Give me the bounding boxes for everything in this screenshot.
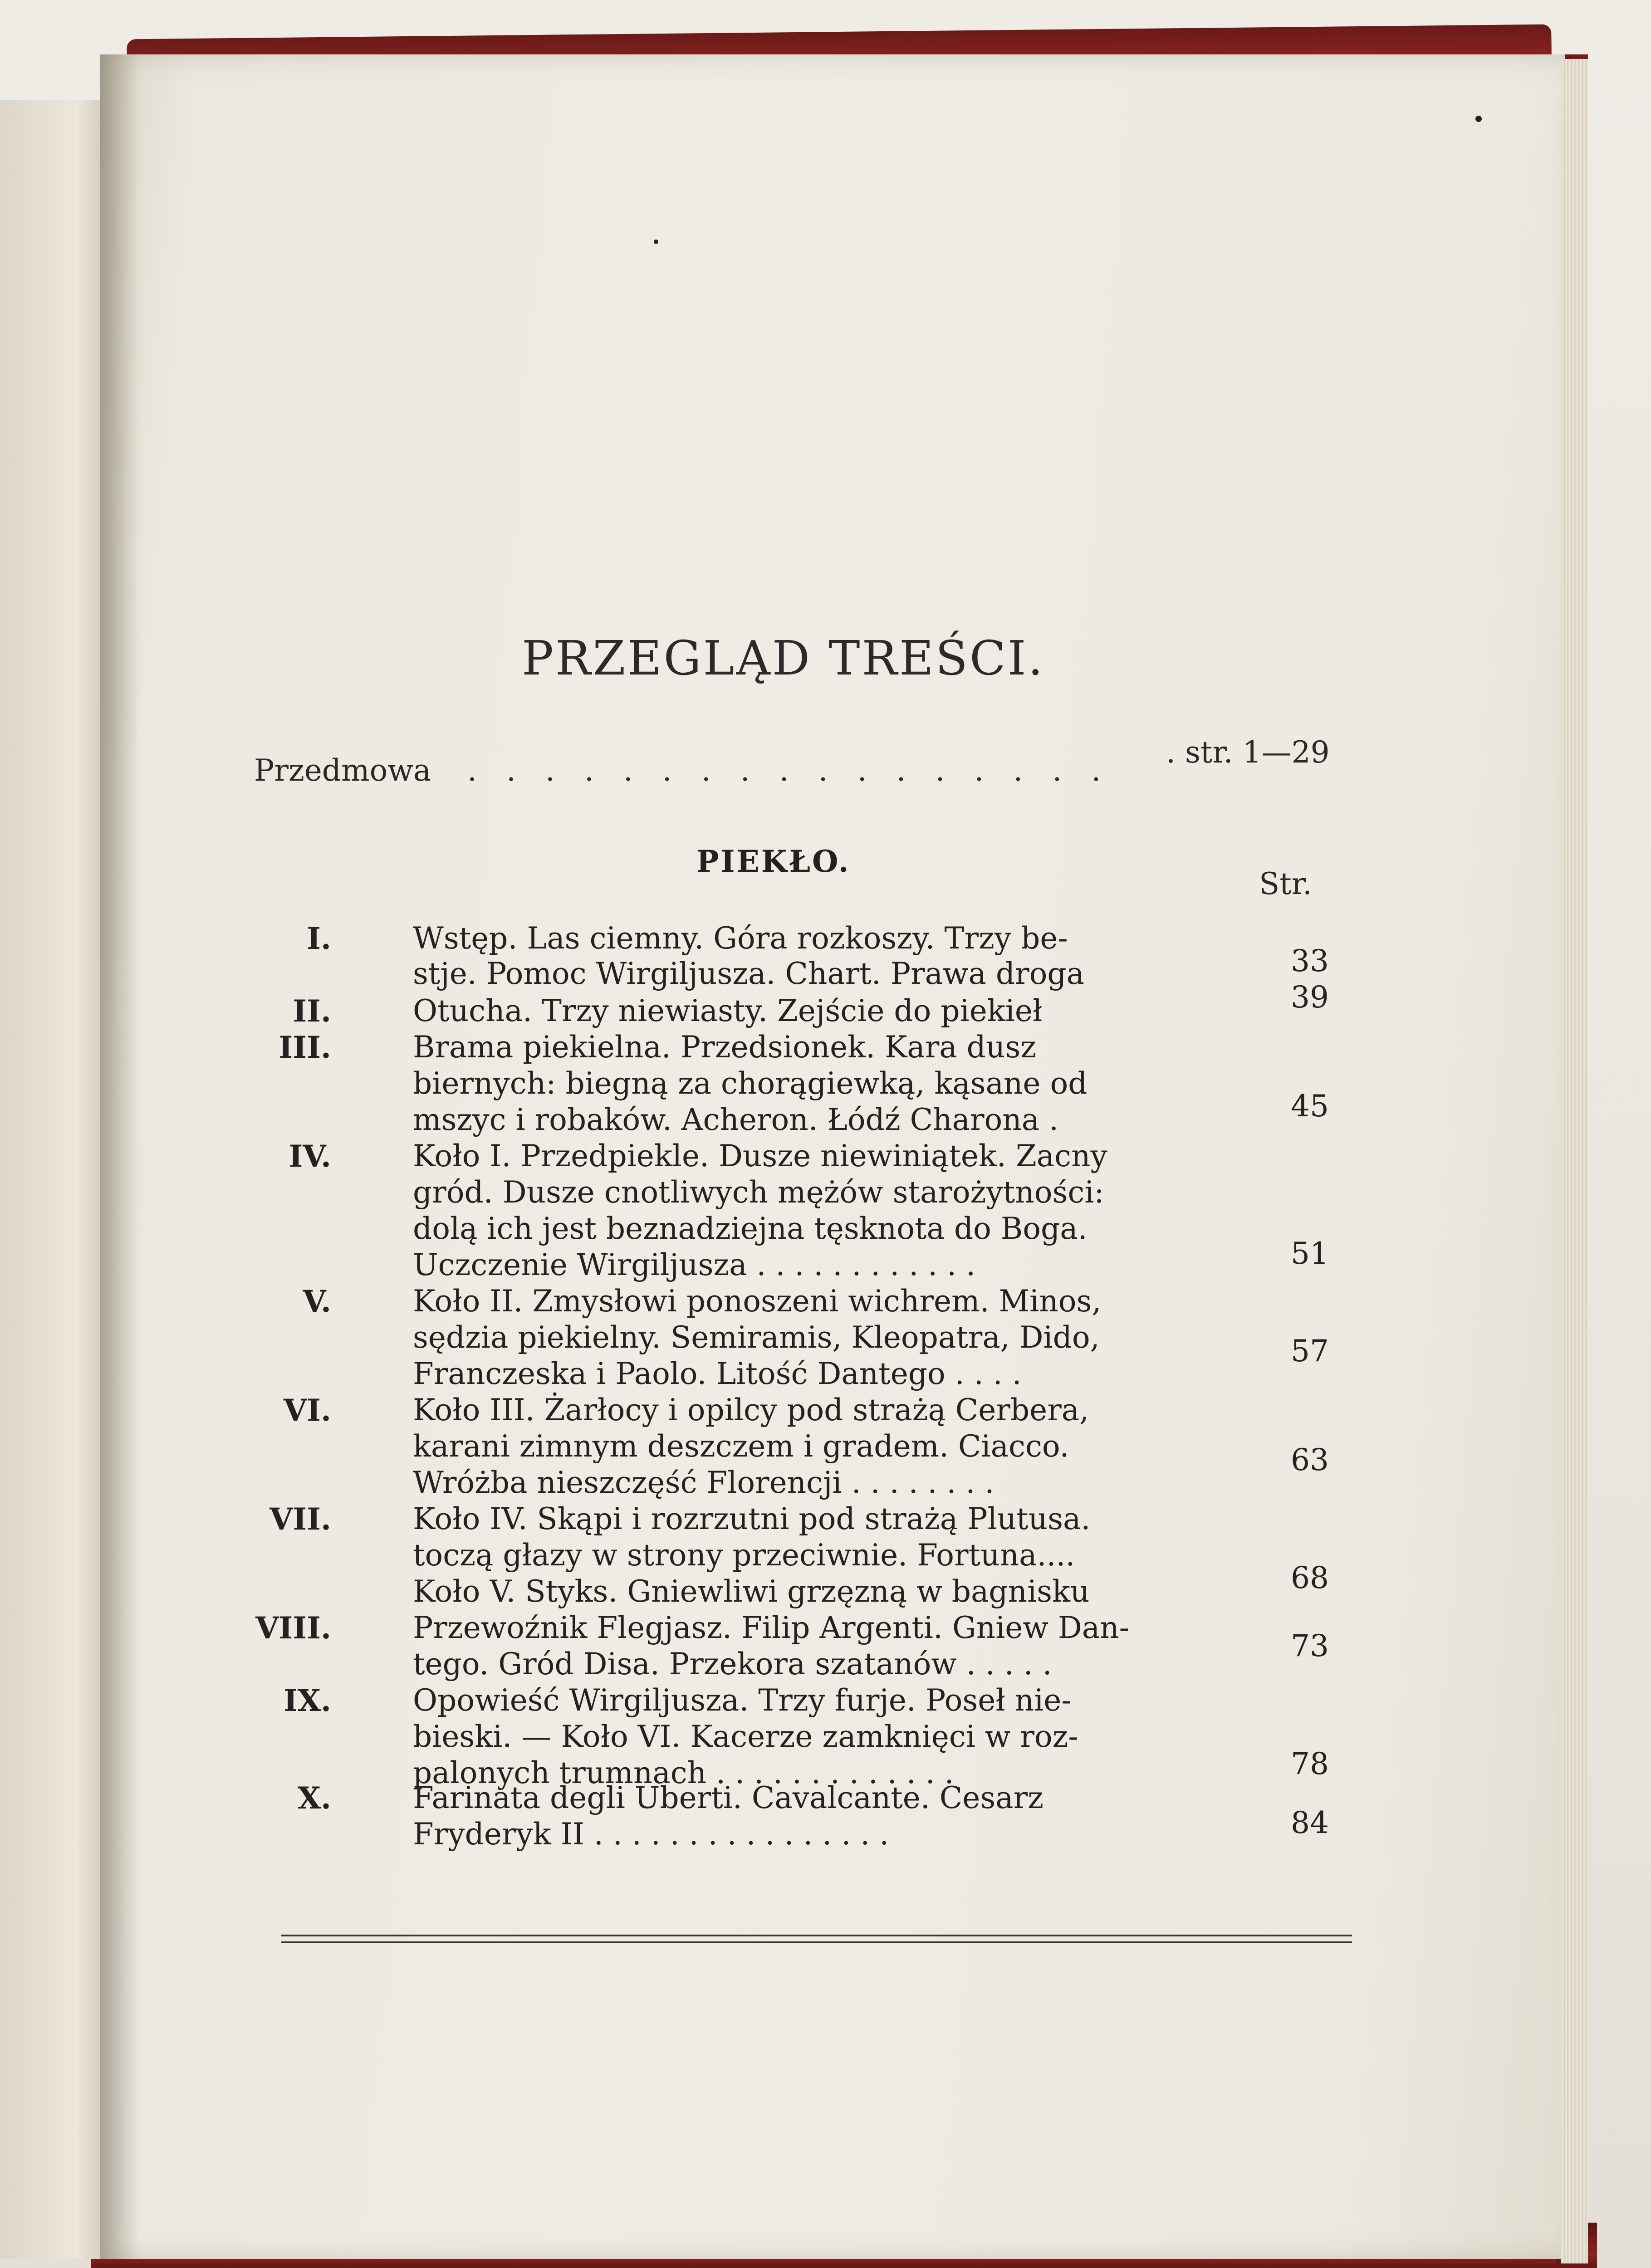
- entry-page: 84: [1291, 1805, 1329, 1840]
- preface-entry: [254, 735, 1334, 788]
- page-title: PRZEGLĄD TREŚCI.: [522, 631, 1045, 686]
- entry-line: Opowieść Wirgiljusza. Trzy furje. Poseł nie-: [413, 1683, 1072, 1718]
- entry-page: 63: [1291, 1442, 1329, 1477]
- entry-line: stje. Pomoc Wirgiljusza. Chart. Prawa droga: [413, 956, 1084, 991]
- entry-page: 78: [1291, 1746, 1329, 1781]
- entry-line: Przewoźnik Flegjasz. Filip Argenti. Gniew Dan-: [413, 1610, 1129, 1645]
- entry-page: 68: [1291, 1560, 1329, 1595]
- entry-line: Otucha. Trzy niewiasty. Zejście do piekieł: [413, 993, 1043, 1028]
- entry-line: bieski. — Koło VI. Kacerze zamknięci w roz-: [413, 1719, 1078, 1754]
- preface-pages: . str. 1—29: [1166, 735, 1330, 770]
- entry-number: VIII.: [255, 1610, 331, 1646]
- entry-line: Koło IV. Skąpi i rozrzutni pod strażą Plutusa.: [413, 1501, 1091, 1536]
- page-gutter-shadow: [100, 54, 141, 2259]
- preface-label: Przedmowa: [254, 753, 431, 788]
- entry-line: Koło II. Zmysłowi ponoszeni wichrem. Minos,: [413, 1284, 1102, 1319]
- entry-line: Wstęp. Las ciemny. Góra rozkoszy. Trzy be-: [413, 921, 1068, 956]
- entry-number: IX.: [283, 1683, 331, 1718]
- entry-number: II.: [293, 993, 331, 1029]
- ink-speck: [1475, 116, 1482, 122]
- entry-line: Koło V. Styks. Gniewliwi grzęzną w bagnisku: [413, 1574, 1090, 1609]
- entry-line: Fryderyk II . . . . . . . . . . . . . . . .: [413, 1817, 889, 1852]
- ink-speck: [654, 240, 658, 244]
- closing-rule: [281, 1935, 1352, 1936]
- entry-number: VII.: [269, 1501, 331, 1537]
- page-stack-edge: [1561, 59, 1588, 2263]
- entry-number: I.: [307, 921, 331, 956]
- entry-line: dolą ich jest beznadziejna tęsknota do Boga.: [413, 1211, 1088, 1246]
- entry-line: tego. Gród Disa. Przekora szatanów . . . . .: [413, 1647, 1052, 1681]
- entry-line: mszyc i robaków. Acheron. Łódź Charona .: [413, 1102, 1059, 1137]
- entry-line: gród. Dusze cnotliwych mężów starożytności:: [413, 1175, 1104, 1210]
- entry-number: IV.: [289, 1139, 331, 1174]
- entry-line: Koło III. Żarłocy i opilcy pod strażą Cerbera,: [413, 1393, 1089, 1427]
- entry-page: 73: [1291, 1628, 1329, 1663]
- entry-line: karani zimnym deszczem i gradem. Ciacco.: [413, 1429, 1069, 1464]
- entry-page: 45: [1291, 1089, 1329, 1124]
- entry-page: 39: [1291, 980, 1329, 1015]
- entry-line: Franczeska i Paolo. Litość Dantego . . . .: [413, 1356, 1022, 1391]
- closing-rule: [281, 1941, 1352, 1943]
- facing-page-edge: [0, 100, 109, 2259]
- entry-line: Wróżba nieszczęść Florencji . . . . . . . .: [413, 1465, 995, 1500]
- entry-number: V.: [303, 1284, 331, 1319]
- entry-page: 57: [1291, 1334, 1329, 1369]
- entry-line: Koło I. Przedpiekle. Dusze niewiniątek. Zacny: [413, 1139, 1107, 1173]
- entry-line: biernych: biegną za chorągiewką, kąsane od: [413, 1066, 1088, 1101]
- entry-line: sędzia piekielny. Semiramis, Kleopatra, Dido,: [413, 1320, 1100, 1355]
- entry-page: 33: [1291, 943, 1329, 978]
- entry-number: VI.: [283, 1393, 331, 1428]
- entry-number: III.: [279, 1030, 331, 1065]
- entry-line: Brama piekielna. Przedsionek. Kara dusz: [413, 1030, 1037, 1065]
- entry-number: X.: [297, 1780, 331, 1816]
- entry-line: toczą głazy w strony przeciwnie. Fortuna....: [413, 1538, 1075, 1573]
- entry-line: Farinata degli Uberti. Cavalcante. Cesarz: [413, 1780, 1044, 1815]
- entry-page: 51: [1291, 1236, 1329, 1271]
- entry-line: Uczczenie Wirgiljusza . . . . . . . . . . . .: [413, 1247, 976, 1282]
- preface-leader-dots: . . . . . . . . . . . . . . . . .: [467, 753, 1111, 788]
- entry-line: palonych trumnach . . . . . . . . . . . . .: [413, 1755, 954, 1790]
- section-heading: PIEKŁO.: [696, 844, 851, 879]
- page-column-label: Str.: [1259, 866, 1313, 901]
